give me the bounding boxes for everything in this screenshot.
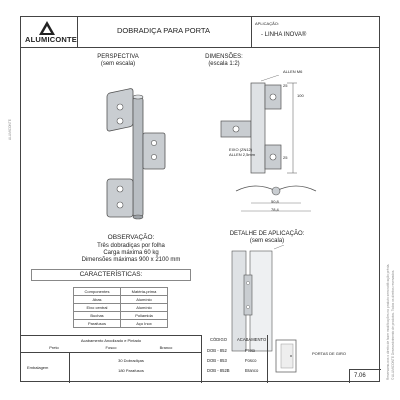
width-dim-2: 78,4 — [271, 207, 279, 212]
door-swing-icon — [275, 339, 297, 373]
brand-name: ALUMICONTE — [25, 35, 77, 44]
product-title: DOBRADIÇA PARA PORTA — [117, 26, 210, 35]
observation-line-2: Carga máxima 60 kg — [103, 250, 159, 256]
finish-title: Acabamento Anodizado e Pintado — [80, 338, 142, 343]
code-finish: Branco — [245, 368, 259, 373]
perspective-title: PERSPECTIVA — [97, 54, 139, 60]
code-item: DOB - 852B — [207, 368, 230, 373]
table-row — [74, 296, 168, 304]
side-note-left: ALUMICONTE — [8, 119, 12, 140]
dimensions-title: DIMENSÕES: — [205, 54, 243, 60]
footer-divider — [267, 335, 268, 383]
header-divider-v1 — [77, 17, 78, 47]
dim-25-top: 25 — [283, 83, 288, 88]
side-note-right-2: © ALUMICONTE Desenvolvimento de produtos. Todos os direitos reservados. — [391, 269, 395, 380]
packaging-label: Embalagem — [27, 365, 49, 370]
application-detail-title: DETALHE DE APLICAÇÃO: — [229, 231, 305, 237]
observation-line-3: Dimensões máximas 900 x 2100 mm — [81, 257, 181, 263]
header-divider-v2 — [251, 17, 252, 47]
characteristics-table — [73, 287, 168, 328]
table-row — [74, 312, 168, 320]
table-cell: Alumínio — [121, 304, 168, 312]
table-cell: Parafusos — [74, 320, 121, 328]
dim-100: 100 — [297, 93, 304, 98]
packaging-divider — [69, 352, 70, 383]
perspective-subtitle: (sem escala) — [100, 61, 136, 67]
codes-left-divider — [201, 335, 202, 383]
table-cell: Abas — [74, 296, 121, 304]
code-item: DOB - 853 — [207, 358, 227, 363]
table-row — [74, 304, 168, 312]
code-header: CÓDIGO — [210, 337, 227, 342]
finish-header: ACABAMENTO — [237, 337, 267, 342]
application-detail-subtitle: (sem escala) — [249, 238, 285, 244]
characteristics-title: CARACTERÍSTICAS: — [79, 271, 143, 278]
finish-option: Fosco — [105, 345, 117, 350]
table-cell: Eixo central — [74, 304, 121, 312]
page-box-left — [349, 369, 350, 383]
table-cell: Poliamida — [121, 312, 168, 320]
table-row — [74, 320, 168, 328]
brand-logo-icon — [39, 21, 55, 35]
side-note-right-1: Reservamo-nos o direito de fazer modificações no produto sem notificação prévia. — [386, 263, 390, 380]
code-finish: Fosco — [245, 358, 257, 363]
packaging-value: 30 Dobradiças — [118, 358, 144, 363]
code-item: DOB - 852 — [207, 348, 227, 353]
allen-label: ALLEN M6 — [283, 69, 303, 74]
dim-25-bottom: 25 — [283, 155, 288, 160]
table-cell: Alumínio — [121, 296, 168, 304]
hinge-dimension-drawing — [201, 75, 321, 175]
table-row — [74, 288, 168, 296]
footer-category: PORTAS DE GIRO — [311, 351, 347, 356]
finish-option: Preto — [49, 345, 59, 350]
hinge-perspective-drawing — [91, 75, 171, 225]
header-divider — [21, 47, 379, 48]
observation-line-1: Três dobradiças por folha — [97, 243, 165, 249]
datasheet — [20, 16, 380, 382]
finish-top-line — [21, 335, 201, 336]
washer-note-1: EIXO (ZN12) — [229, 147, 253, 152]
washer-note-2: ALLEN 2,5mm — [229, 152, 256, 157]
finish-mid-line — [21, 352, 201, 353]
table-cell: Buchas — [74, 312, 121, 320]
finish-option: Branco — [159, 345, 173, 350]
table-header-cell: Componentes — [74, 288, 121, 296]
code-finish: Preto — [245, 348, 256, 353]
application-value: - LINHA INOVA® — [261, 32, 307, 38]
application-label: APLICAÇÃO: — [255, 21, 280, 26]
page-box-top — [349, 369, 381, 370]
width-dim-1: 50,8 — [271, 199, 279, 204]
page-number: 7.06 — [354, 373, 366, 379]
packaging-value: 180 Parafusos — [118, 368, 144, 373]
table-cell: Aço Inox — [121, 320, 168, 328]
table-header-cell: Matéria-prima — [121, 288, 168, 296]
dimensions-subtitle: (escala 1:2) — [208, 61, 240, 67]
observation-title: OBSERVAÇÃO: — [107, 234, 155, 241]
